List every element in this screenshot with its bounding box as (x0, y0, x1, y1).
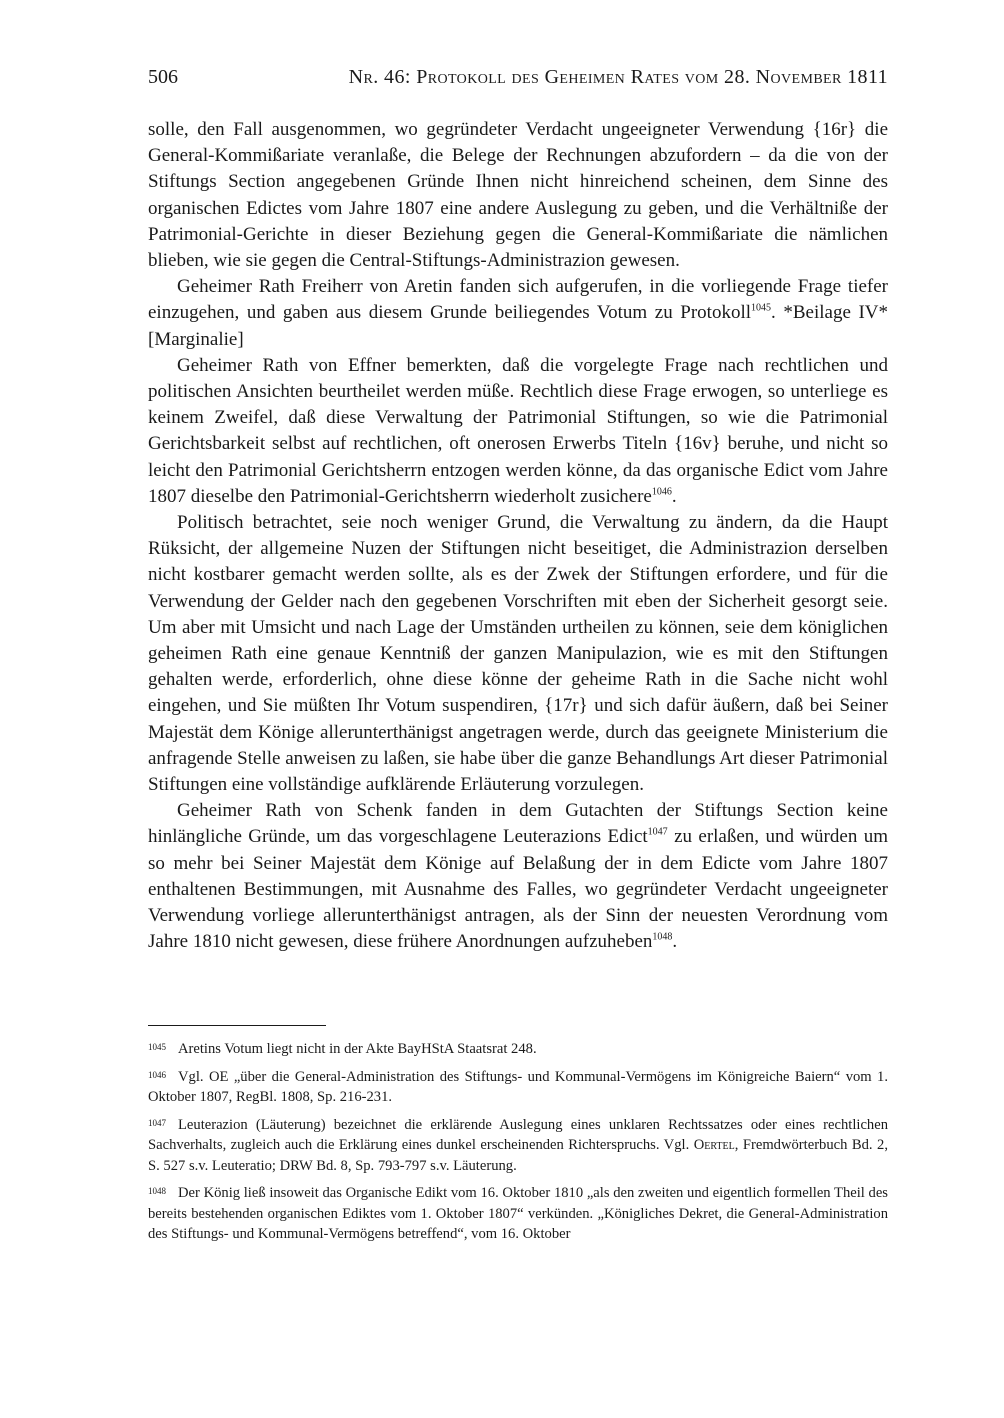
footnotes (148, 1039, 888, 1252)
footnote-author: Oertel (693, 1137, 735, 1153)
footnote-number: 1045 (148, 1042, 166, 1052)
footnote-ref-1048[interactable]: 1048 (652, 931, 673, 943)
paragraph-politisch: Politisch betrachtet, seie noch weniger Grund, die Verwaltung zu ändern, da die Haupt Rüksicht, der allgemeine Nuzen der Stiftungen nicht beseitiget, die Administrazion derselben nicht kostbarer gemacht werden sollte, als es der Zwek der Stiftungen erfordere, und für die Verwendung der Gelder nach den gegebenen Vorschriften mit eben der Sicherheit gesorgt seie. Um aber mit Umsicht und nach Lage der Umständen urtheilen zu können, seie dem königlichen geheimen Rath eine genaue Kenntniß der ganzen Manipulazion, wie es mit den Stiftungen gehalten werde, erforderlich, ohne diese könne der geheime Rath in die Sache nicht wohl eingehen, und Sie müßten Ihr Votum suspendiren, {17r} und sich dafür äußern, daß bei Seiner Majestät dem Könige allerunterthänigst angetragen werde, durch das geeignete Ministerium die anfragende Stelle anweisen zu laßen, sie habe über die ganze Behandlungs Art dieser Patrimonial Stiftungen eine vollständige aufklärende Erläuterung vorzulegen. (148, 512, 888, 796)
footnote-number: 1048 (148, 1186, 166, 1196)
footnote-1047: $^{1047}$ Leuterazion (Läuterung) bezeichnet die erklärende Auslegung eines unklaren Rechtssatzes oder eines rechtlichen Sachverhalts, zugleich auch die Erklärung eines dunkel erscheinenden Richterspruchs. Vgl. Oertel, Fremdwörterbuch Bd. 2, S. 527 s.v. Leuteratio; DRW Bd. 8, Sp. 793-797 s.v. Läuterung. (148, 1116, 888, 1174)
footnote-divider (148, 1025, 326, 1026)
paragraph-effner: Geheimer Rath von Effner bemerkten, daß die vorgelegte Frage nach rechtlichen und politischen Ansichten beurtheilet werden müße. Rechtlich diese Frage erwogen, so unterliege es keinem Zweifel, daß diese Verwaltung der Patrimonial Stiftungen, so wie die Patrimonial Gerichtsbarkeit selbst auf rechtlichen, oft onerosen Erwerbs Titeln {16v} beruhe, und nicht so leicht den Patrimonial Gerichtsherrn entzogen werden könne, da das organische Edict vom Jahre 1807 dieselbe den Patrimonial-Gerichtsherrn wiederholt zusichere$^{1046}$. (148, 354, 888, 507)
page-number: 506 (148, 66, 178, 88)
running-head (148, 66, 888, 94)
paragraph-schenk: Geheimer Rath von Schenk fanden in dem Gutachten der Stiftungs Section keine hinlängliche Gründe, um das vorgeschlagene Leuterazions Edict$^{1047}$ zu erlaßen, und würden um so mehr bei Seiner Majestät dem Könige auf Belaßung der in dem Edicte vom Jahre 1807 enthaltenen Bestimmungen, mit Ausnahme des Falles, wo gegründeter Verdacht ungeeigneter Verwendung vorliege allerunterthänigst antragen, als der Sinn der neuesten Verordnung vom Jahre 1810 nicht gewesen, diese frühere Anordnungen aufzuheben$^{1048}$. (148, 800, 888, 953)
footnote-1045: $^{1045}$ Aretins Votum liegt nicht in der Akte BayHStA Staatsrat 248. (148, 1041, 537, 1057)
footnote-ref-1046[interactable]: 1046 (651, 486, 672, 498)
footnote-number: 1046 (148, 1069, 166, 1080)
paragraph-aretin: Geheimer Rath Freiherr von Aretin fanden sich aufgerufen, in die vorliegende Frage tiefer einzugehen, und gaben aus diesem Grunde beiliegendes Votum zu Protokoll$^{1045}$. *Beilage IV* [Marginalie] (148, 276, 889, 350)
footnote-number: 1047 (148, 1117, 166, 1128)
paragraph-continuation: solle, den Fall ausgenommen, wo gegründeter Verdacht ungeeigneter Verwendung {16r} die General-Kommißariate veranlaße, die Belege der Rechnungen abzufordern – da die von der Stiftungs Section angegebenen Gründe Ihnen nicht hinreichend scheinen, dem Sinne des organischen Edictes vom Jahre 1807 eine andere Auslegung zu geben, und die Verhältniße der Patrimonial-Gerichte in dieser Beziehung gegen die General-Kommißariate die nämlichen blieben, wie sie gegen die Central-Stiftungs-Administrazion gewesen. (148, 119, 888, 272)
running-title: Nr. 46: Protokoll des Geheimen Rates vom 28. November 1811 (348, 66, 888, 88)
body-text (148, 117, 888, 956)
footnote-1046: $^{1046}$ Vgl. OE „über die General-Administration des Stiftungs- und Kommunal-Vermögens im Königreiche Baiern“ vom 1. Oktober 1807, RegBl. 1808, Sp. 216-231. (148, 1068, 888, 1105)
footnote-ref-1045[interactable]: 1045 (751, 303, 772, 315)
footnote-1048: $^{1048}$ Der König ließ insoweit das Organische Edikt vom 16. Oktober 1810 „als den zweiten und eigentlich formellen Theil des bereits bestehenden organischen Ediktes vom 1. Oktober 1807“ verkünden. „Königliches Dekret, die General-Administration des Stiftungs- und Kommunal-Vermögens betreffend“, vom 16. Oktober (148, 1185, 888, 1242)
footnote-ref-1047[interactable]: 1047 (647, 827, 668, 839)
